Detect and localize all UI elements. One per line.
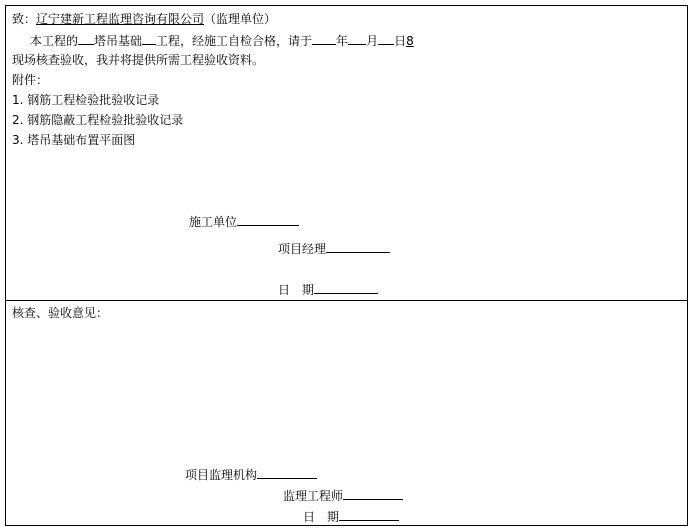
blank-month[interactable]: [348, 32, 366, 45]
engineer-blank[interactable]: [343, 487, 403, 500]
attachment-item: 1. 钢筋工程检验批验收记录: [12, 93, 160, 107]
supervision-org-label: 项目监理机构: [185, 468, 258, 482]
contractor-label: 施工单位: [189, 215, 238, 229]
day-value: 8: [406, 34, 414, 48]
request-line-2: 现场核查验收，我并将提供所需工程验收资料。: [12, 53, 265, 67]
addressee-line: [12, 11, 276, 27]
blank-year[interactable]: [312, 32, 336, 45]
review-date-label: 日 期: [303, 510, 340, 524]
attachment-item: 2. 钢筋隐蔽工程检验批验收记录: [12, 113, 184, 127]
engineer-label: 监理工程师: [283, 489, 344, 503]
addressee-org: 辽宁建新工程监理咨询有限公司: [36, 12, 205, 26]
request-project-name: 塔吊基础: [94, 34, 143, 48]
attachments-label: 附件：: [12, 73, 49, 87]
date-label: 日 期: [278, 283, 315, 297]
request-line: [30, 32, 414, 49]
attachment-item: 3. 塔吊基础布置平面图: [12, 133, 136, 147]
month-label: 月: [366, 34, 379, 48]
section-divider: [5, 300, 688, 301]
addressee-prefix: 致：: [12, 12, 37, 26]
addressee-suffix: （监理单位）: [204, 12, 277, 26]
manager-blank[interactable]: [326, 240, 390, 253]
manager-signature-line: [278, 240, 390, 257]
review-label: 核查、验收意见：: [12, 306, 109, 320]
day-label: 日: [394, 34, 407, 48]
contractor-blank[interactable]: [237, 213, 299, 226]
supervision-org-blank[interactable]: [257, 466, 317, 479]
date-blank[interactable]: [314, 281, 378, 294]
supervision-org-signature-line: [185, 466, 317, 483]
request-text-a: 本工程的: [30, 34, 79, 48]
blank-project-tail[interactable]: [142, 32, 156, 45]
blank-day[interactable]: [378, 32, 394, 45]
request-text-c: 工程，经施工自检合格，请于: [156, 34, 313, 48]
review-date-blank[interactable]: [339, 508, 399, 521]
form-frame: [5, 5, 688, 526]
manager-label: 项目经理: [278, 242, 327, 256]
engineer-signature-line: [283, 487, 403, 504]
review-date-line: [303, 508, 399, 525]
year-label: 年: [336, 34, 349, 48]
date-signature-line: [278, 281, 378, 298]
contractor-signature-line: [189, 213, 299, 230]
blank-project[interactable]: [78, 32, 94, 45]
